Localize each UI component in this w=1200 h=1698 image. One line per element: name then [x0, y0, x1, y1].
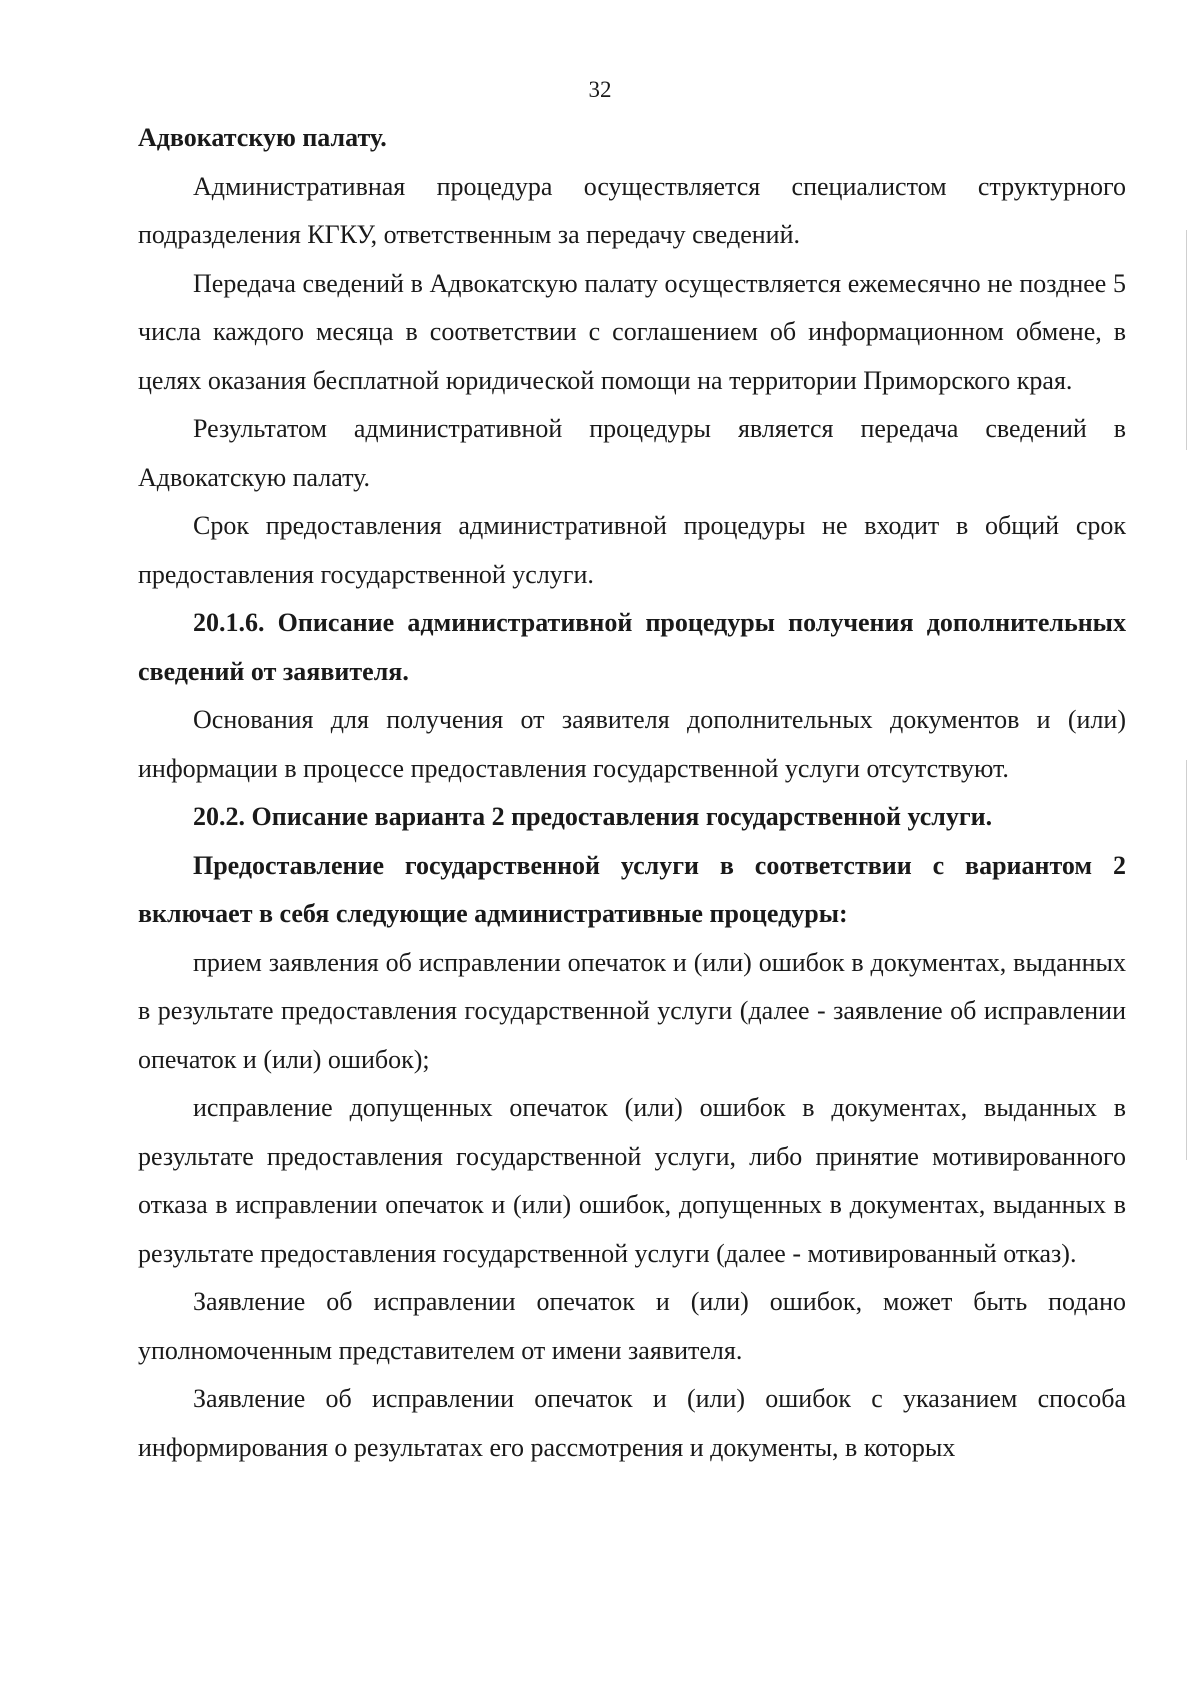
- body-paragraph: Административная процедура осуществляется специалистом структурного подразделения КГКУ, ответственным за передачу сведений.: [138, 171, 1126, 249]
- body-paragraph: исправление допущенных опечаток (или) ошибок в документах, выданных в результате предоставления государственной услуги, либо принятие мотивированного отказа в исправлении опечаток и (или) ошибок, допущенных в документах, выданных в результате предоставления государственной услуги (далее - мотивированный отказ).: [138, 1093, 1126, 1268]
- body-paragraph: прием заявления об исправлении опечаток и (или) ошибок в документах, выданных в результате предоставления государственной услуги (далее - заявление об исправлении опечаток и (или) ошибок);: [138, 947, 1126, 1074]
- section-heading: Адвокатскую палату.: [138, 123, 387, 152]
- scan-edge-mark: [1186, 230, 1187, 450]
- body-paragraph: Заявление об исправлении опечаток и (или) ошибок с указанием способа информирования о результатах его рассмотрения и документы, в которых: [138, 1384, 1126, 1462]
- section-heading: 20.2. Описание варианта 2 предоставления государственной услуги.: [193, 802, 993, 831]
- body-paragraph: Основания для получения от заявителя дополнительных документов и (или) информации в процессе предоставления государственной услуги отсутствуют.: [138, 705, 1126, 783]
- body-paragraph: Результатом административной процедуры является передача сведений в Адвокатскую палату.: [138, 414, 1126, 492]
- document-body: [138, 114, 1126, 1472]
- page-number: 32: [588, 77, 612, 102]
- body-paragraph: Передача сведений в Адвокатскую палату осуществляется ежемесячно не позднее 5 числа каждого месяца в соответствии с соглашением об информационном обмене, в целях оказания бесплатной юридической помощи на территории Приморского края.: [138, 268, 1126, 395]
- section-heading: Предоставление государственной услуги в соответствии с вариантом 2 включает в себя следующие административные процедуры:: [138, 850, 1126, 928]
- scan-edge-mark: [1186, 760, 1187, 1160]
- body-paragraph: Заявление об исправлении опечаток и (или) ошибок, может быть подано уполномоченным представителем от имени заявителя.: [138, 1287, 1126, 1365]
- body-paragraph: Срок предоставления административной процедуры не входит в общий срок предоставления государственной услуги.: [138, 511, 1126, 589]
- section-heading: 20.1.6. Описание административной процедуры получения дополнительных сведений от заявителя.: [138, 608, 1126, 686]
